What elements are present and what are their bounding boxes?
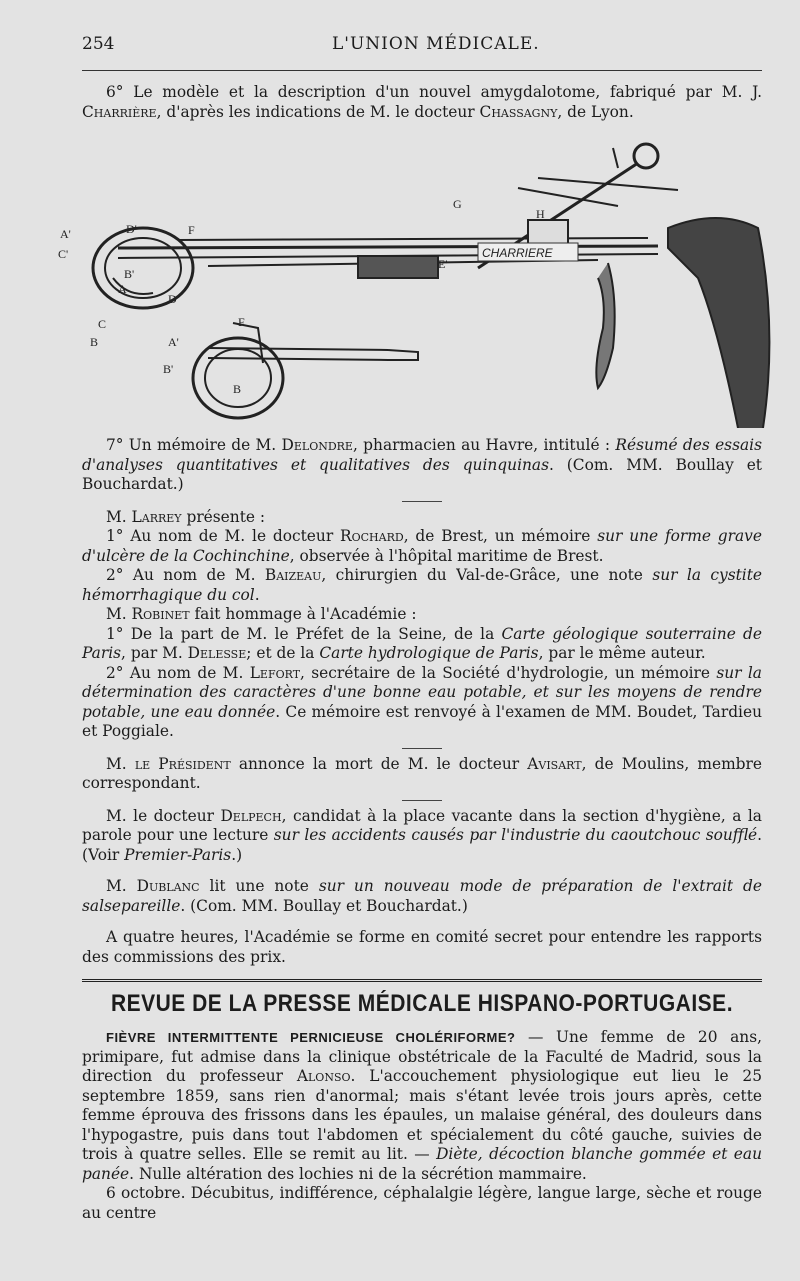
label-a: A [118,282,127,296]
larrey-item-1: 1° Au nom de M. le docteur Rochard, de Brest, un mémoire sur une forme grave d'ulcère de la Cochinchine, observée à l'hôpital maritime de Brest. [82,527,762,565]
closing-paragraph: A quatre heures, l'Académie se forme en comité secret pour entendre les rapports des commissions des prix. [82,928,762,966]
label-a-prime: A' [60,227,71,241]
delpech-paragraph: M. le docteur Delpech, candidat à la place vacante dans la section d'hygiène, a la parole pour une lecture sur les accidents causés par l'industrie du caoutchouc soufflé. (Voir Premier-Paris.) [82,806,762,864]
larrey-intro: M. Larrey présente : [106,507,266,526]
item-6-paragraph: 6° Le modèle et la description d'un nouvel amygdalotome, fabriqué par M. J. Charrière, d'après les indications de M. le docteur Chassagny, de Lyon. [82,83,762,121]
label-b-prime-lower: B' [163,362,174,376]
robinet-item-2: 2° Au nom de M. Lefort, secrétaire de la Société d'hydrologie, un mémoire sur la détermination des caractères d'une bonne eau potable, et sur les moyens de rendre potable, une eau donnée. Ce mémoire est renvoyé à l'examen de MM. Boudet, Tardieu et Poggiale. [82,663,762,740]
name-charriere: Charrière [82,102,157,121]
robinet-intro: M. Robinet fait hommage à l'Académie : [106,605,417,623]
label-a-prime-lower: A' [168,335,179,349]
label-c-prime: C' [58,247,69,261]
dublanc-paragraph: M. Dublanc lit une note sur un nouveau mode de préparation de l'extrait de salsepareille. (Com. MM. Boullay et Bouchardat.) [82,877,762,915]
separator [402,501,442,502]
label-g: G [453,197,462,211]
label-f: F [188,223,195,237]
amygdalotome-illustration [58,128,778,428]
amygdalotome-figure [58,128,762,428]
section-rule [82,979,762,982]
article-paragraph-2: 6 octobre. Décubitus, indifférence, céphalalgie légère, langue large, sèche et rouge au centre [82,1184,762,1222]
name-chassagny: Chassagny [479,102,558,121]
label-f-lower: F [238,315,245,329]
label-d-prime: D' [126,222,137,236]
label-b: B [90,335,99,349]
label-b-prime: B' [124,267,135,281]
label-d: D [168,292,177,306]
section-title: REVUE DE LA PRESSE MÉDICALE HISPANO-PORTUGAISE. [110,990,734,1017]
label-c: C [98,317,107,331]
separator [402,748,442,749]
article-paragraph: FIÈVRE INTERMITTENTE PERNICIEUSE CHOLÉRIFORME? — Une femme de 20 ans, primipare, fut admise dans la clinique obstétricale de la Faculté de Madrid, sous la direction du professeur Alonso. L'accouchement physiologique eut lieu le 25 septembre 1859, sans rien d'anormal; mais s'étant levée trois jours après, cette femme éprouva des frissons dans les épaules, un malaise général, des douleurs dans l'hypogastre, puis dans tout l'abdomen et spécialement du côté gauche, suivies de trois à quatre selles. Elle se remit au lit. — Diète, décoction blanche gommée et eau panée. Nulle altération des lochies ni de la sécrétion mammaire. [82,1028,763,1183]
separator [402,800,442,801]
running-title: L'UNION MÉDICALE. [332,34,540,54]
article-heading: FIÈVRE INTERMITTENTE PERNICIEUSE CHOLÉRIFORME? [106,1030,516,1045]
robinet-item-1: 1° De la part de M. le Préfet de la Seine, de la Carte géologique souterraine de Paris, par M. Delesse; et de la Carte hydrologique de Paris, par le même auteur. [82,624,762,662]
label-e-prime: E' [438,257,448,271]
header-rule [82,70,762,71]
charriere-stamp: CHARRIERE [482,246,553,260]
page-header [82,30,762,56]
label-h: H [536,207,545,221]
larrey-item-2: 2° Au nom de M. Baizeau, chirurgien du Val-de-Grâce, une note sur la cystite hémorrhagique du col. [82,566,763,604]
president-paragraph: M. le Président annonce la mort de M. le docteur Avisart, de Moulins, membre correspondant. [82,754,762,792]
item-7-paragraph: 7° Un mémoire de M. Delondre, pharmacien au Havre, intitulé : Résumé des essais d'analyses quantitatives et qualitatives des quinquinas. (Com. MM. Boullay et Bouchardat.) [82,436,762,493]
label-b-lower: B [233,382,242,396]
page-number: 254 [82,34,115,54]
